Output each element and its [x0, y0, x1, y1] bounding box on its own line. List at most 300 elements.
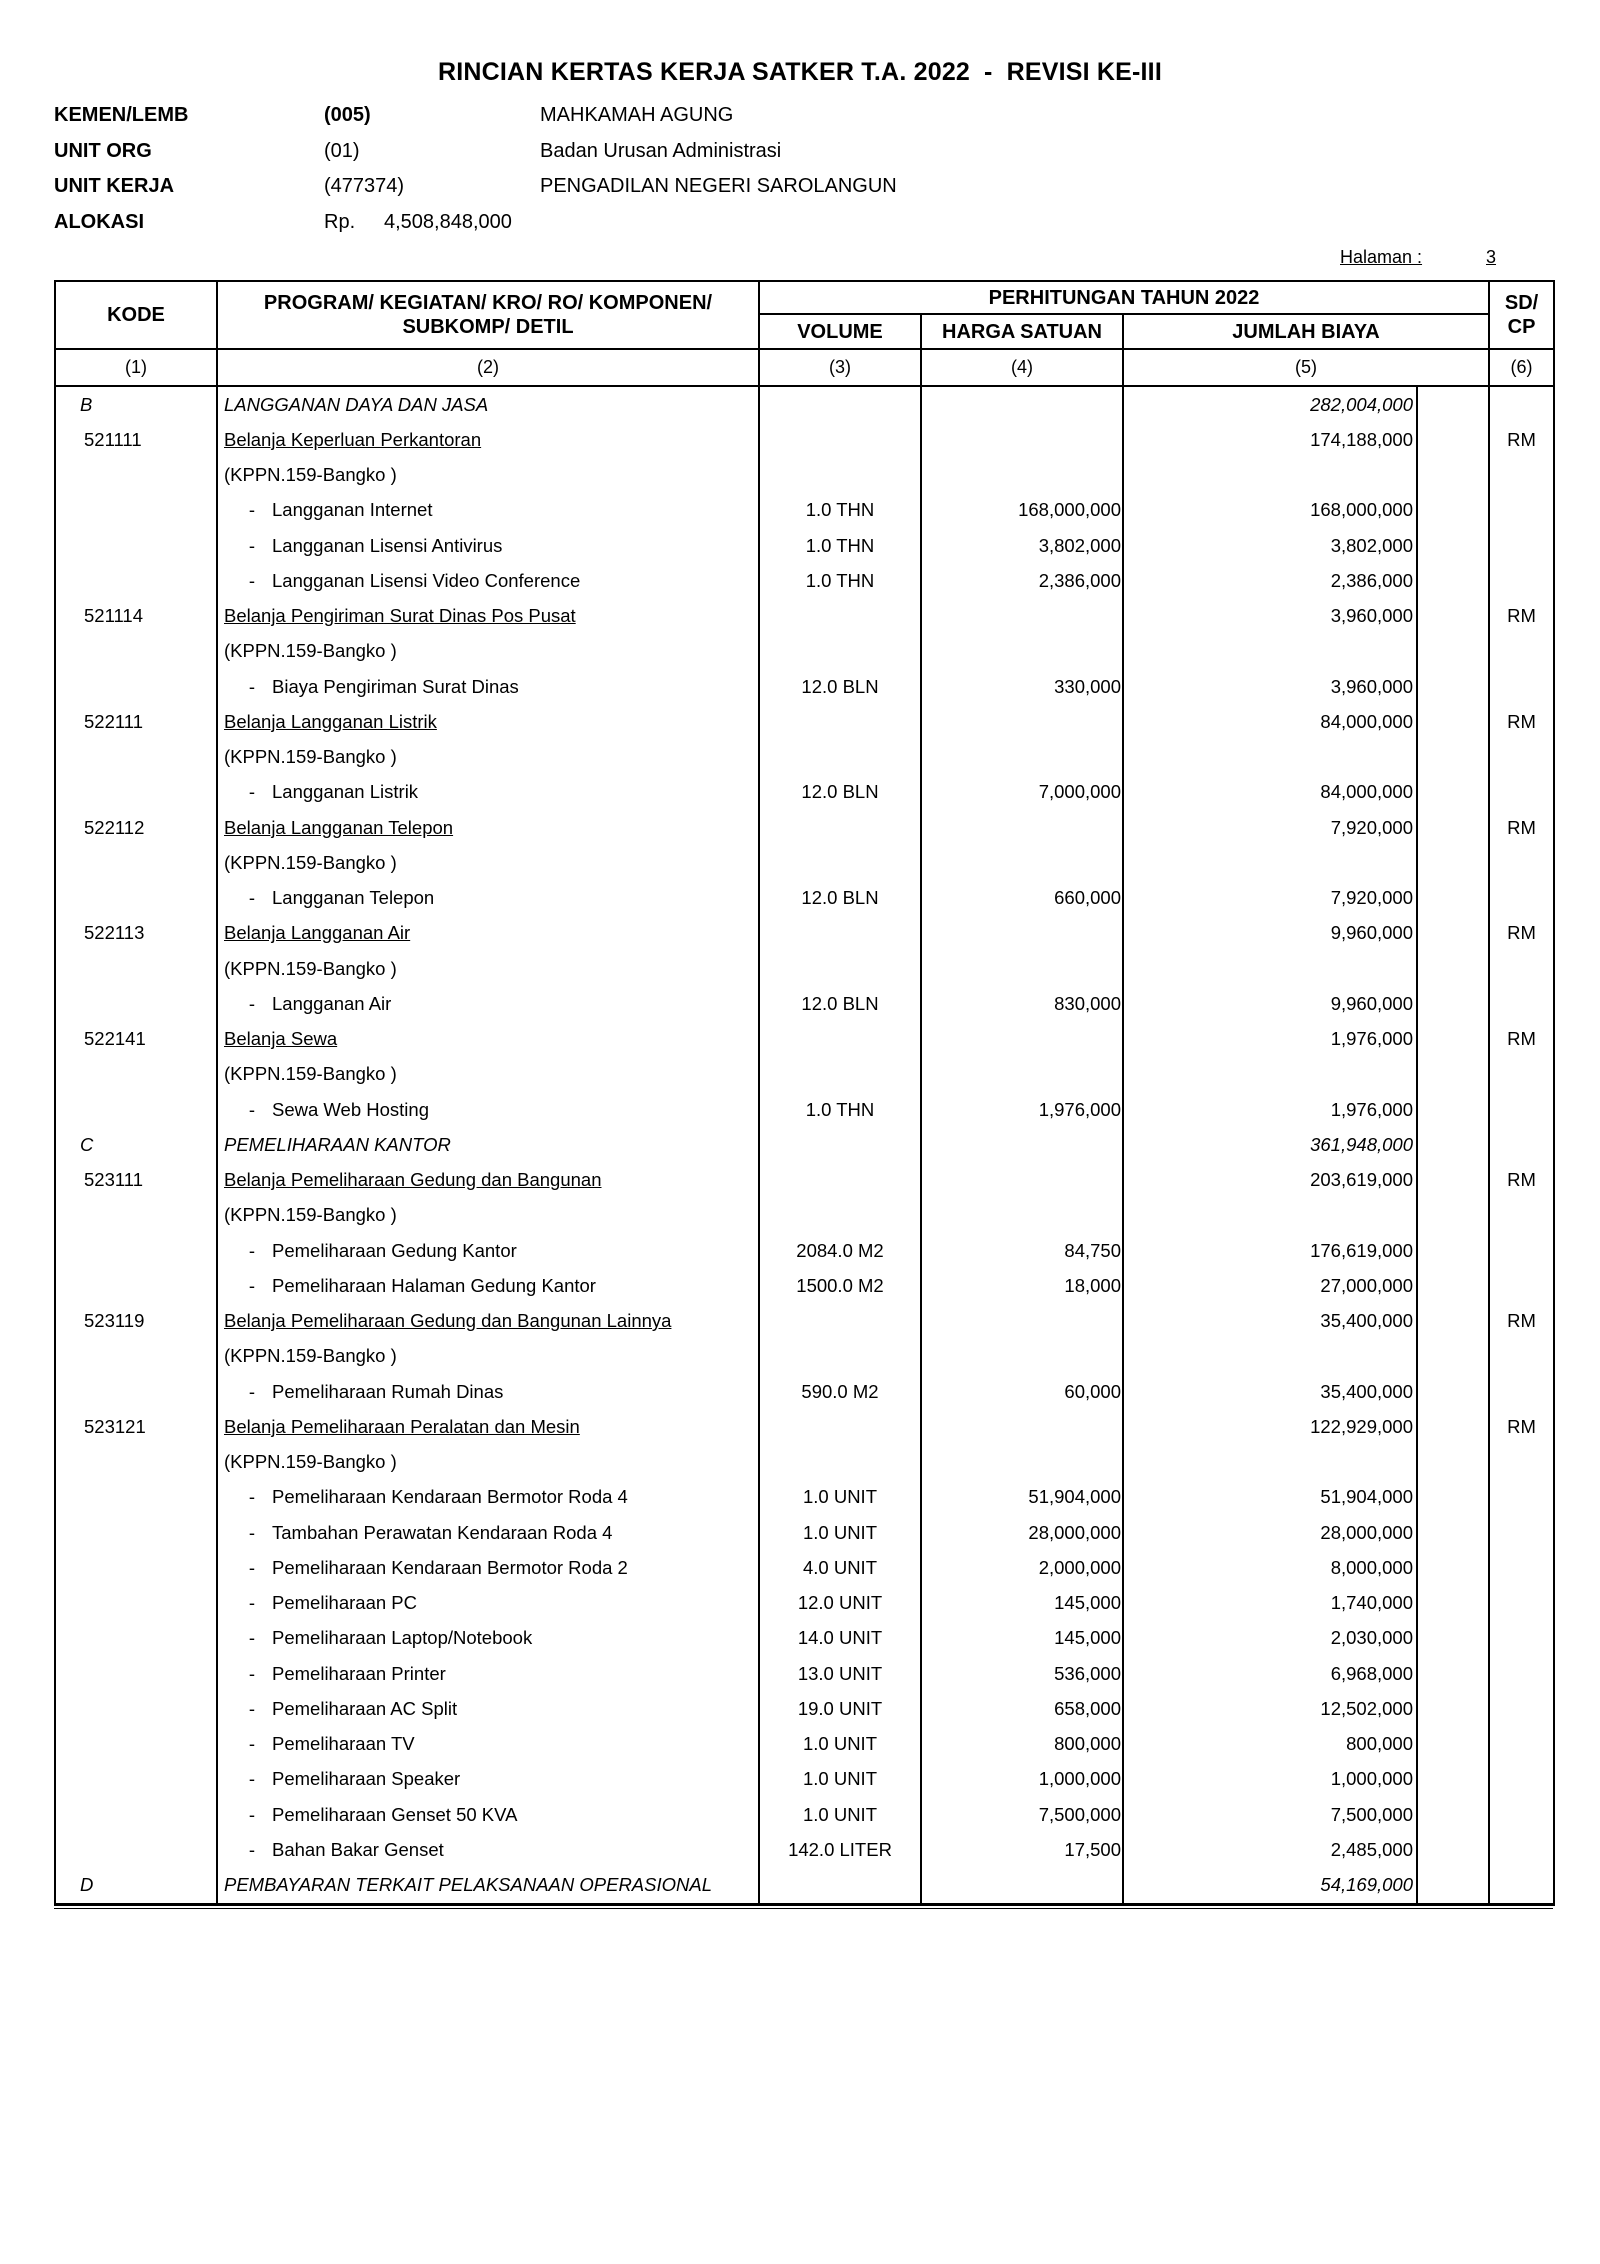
row-kode: 523119	[55, 1304, 217, 1339]
row-spacer	[1417, 1868, 1489, 1905]
row-program	[217, 422, 759, 457]
kppn-note-row	[55, 1445, 1554, 1480]
row-volume: 1.0 THN	[759, 1092, 921, 1127]
account-row	[55, 1304, 1554, 1339]
bullet-dash: -	[248, 1733, 256, 1755]
row-program	[217, 599, 759, 634]
row-volume: 19.0 UNIT	[759, 1691, 921, 1726]
section-heading-row	[55, 1127, 1554, 1162]
row-harga-satuan: 1,000,000	[921, 1762, 1123, 1797]
account-row	[55, 916, 1554, 951]
row-harga-satuan: 830,000	[921, 986, 1123, 1021]
row-sdcp	[1489, 1832, 1554, 1867]
row-program: (KPPN.159-Bangko )	[217, 1339, 759, 1374]
budget-table	[54, 280, 1555, 1906]
row-volume	[759, 916, 921, 951]
detail-row	[55, 1727, 1554, 1762]
row-harga-satuan	[921, 634, 1123, 669]
row-program	[217, 775, 759, 810]
row-kode: D	[55, 1868, 217, 1905]
row-volume: 1.0 THN	[759, 528, 921, 563]
row-kode: 522141	[55, 1022, 217, 1057]
row-harga-satuan: 28,000,000	[921, 1515, 1123, 1550]
row-jumlah-biaya: 27,000,000	[1123, 1268, 1417, 1303]
kppn-note-row	[55, 1057, 1554, 1092]
title-revision: REVISI KE-III	[1006, 58, 1162, 86]
detail-row	[55, 1233, 1554, 1268]
detail-row	[55, 1586, 1554, 1621]
detail-text: Pemeliharaan Kendaraan Bermotor Roda 2	[272, 1556, 628, 1578]
table-body	[55, 349, 1554, 1904]
row-volume: 1500.0 M2	[759, 1268, 921, 1303]
row-kode	[55, 1480, 217, 1515]
row-sdcp	[1489, 1868, 1554, 1905]
row-kode	[55, 1198, 217, 1233]
detail-row	[55, 1268, 1554, 1303]
row-sdcp	[1489, 951, 1554, 986]
row-spacer	[1417, 458, 1489, 493]
detail-text: Langganan Telepon	[272, 887, 435, 909]
row-volume: 1.0 UNIT	[759, 1515, 921, 1550]
row-sdcp	[1489, 1797, 1554, 1832]
row-volume: 12.0 BLN	[759, 669, 921, 704]
header-program: PROGRAM/ KEGIATAN/ KRO/ RO/ KOMPONEN/ SUBKOMP/ DETIL	[217, 281, 759, 349]
row-program	[217, 1550, 759, 1585]
row-jumlah-biaya: 84,000,000	[1123, 775, 1417, 810]
row-jumlah-biaya: 7,500,000	[1123, 1797, 1417, 1832]
bullet-dash: -	[248, 1486, 256, 1508]
row-harga-satuan: 17,500	[921, 1832, 1123, 1867]
row-kode: 521114	[55, 599, 217, 634]
page-label: Halaman :	[1340, 247, 1423, 267]
bullet-dash: -	[248, 499, 256, 521]
row-program: (KPPN.159-Bangko )	[217, 951, 759, 986]
kppn-note-row	[55, 634, 1554, 669]
row-volume: 12.0 BLN	[759, 881, 921, 916]
row-kode	[55, 1762, 217, 1797]
detail-row	[55, 528, 1554, 563]
bullet-dash: -	[248, 1592, 256, 1614]
row-sdcp: RM	[1489, 599, 1554, 634]
row-volume	[759, 1304, 921, 1339]
row-program: LANGGANAN DAYA DAN JASA	[217, 386, 759, 422]
row-spacer	[1417, 669, 1489, 704]
account-title: Belanja Pemeliharaan Peralatan dan Mesin	[224, 1415, 580, 1437]
row-kode	[55, 986, 217, 1021]
row-volume: 142.0 LITER	[759, 1832, 921, 1867]
row-program	[217, 1691, 759, 1726]
row-jumlah-biaya	[1123, 1198, 1417, 1233]
row-harga-satuan	[921, 1339, 1123, 1374]
row-harga-satuan: 84,750	[921, 1233, 1123, 1268]
row-jumlah-biaya	[1123, 1445, 1417, 1480]
row-harga-satuan	[921, 916, 1123, 951]
row-spacer	[1417, 1304, 1489, 1339]
row-sdcp	[1489, 775, 1554, 810]
detail-text: Langganan Air	[272, 992, 392, 1014]
row-volume: 1.0 UNIT	[759, 1797, 921, 1832]
row-spacer	[1417, 1374, 1489, 1409]
row-volume	[759, 704, 921, 739]
row-program	[217, 1233, 759, 1268]
row-spacer	[1417, 1797, 1489, 1832]
row-program	[217, 1480, 759, 1515]
row-harga-satuan	[921, 458, 1123, 493]
info-value: PENGADILAN NEGERI SAROLANGUN	[540, 175, 897, 197]
row-harga-satuan	[921, 845, 1123, 880]
row-jumlah-biaya: 6,968,000	[1123, 1656, 1417, 1691]
row-program	[217, 704, 759, 739]
row-program: PEMELIHARAAN KANTOR	[217, 1127, 759, 1162]
row-kode: 523121	[55, 1409, 217, 1444]
bullet-dash: -	[248, 781, 256, 803]
row-spacer	[1417, 1515, 1489, 1550]
row-kode	[55, 1092, 217, 1127]
detail-row	[55, 986, 1554, 1021]
info-value: Badan Urusan Administrasi	[540, 139, 782, 162]
account-row	[55, 1163, 1554, 1198]
row-sdcp: RM	[1489, 1304, 1554, 1339]
detail-row	[55, 881, 1554, 916]
row-volume: 1.0 UNIT	[759, 1762, 921, 1797]
row-spacer	[1417, 1762, 1489, 1797]
row-harga-satuan: 536,000	[921, 1656, 1123, 1691]
row-spacer	[1417, 986, 1489, 1021]
row-kode	[55, 458, 217, 493]
row-harga-satuan	[921, 1127, 1123, 1162]
row-sdcp	[1489, 845, 1554, 880]
row-program	[217, 1656, 759, 1691]
row-jumlah-biaya: 35,400,000	[1123, 1374, 1417, 1409]
row-volume	[759, 1445, 921, 1480]
row-jumlah-biaya: 3,960,000	[1123, 599, 1417, 634]
row-volume	[759, 1057, 921, 1092]
bullet-dash: -	[248, 1239, 256, 1261]
account-row	[55, 1409, 1554, 1444]
detail-text: Langganan Listrik	[272, 781, 419, 803]
bullet-dash: -	[248, 1662, 256, 1684]
row-volume	[759, 1022, 921, 1057]
account-row	[55, 1022, 1554, 1057]
column-number: (5)	[1123, 349, 1489, 386]
row-spacer	[1417, 386, 1489, 422]
row-sdcp: RM	[1489, 1163, 1554, 1198]
row-harga-satuan	[921, 704, 1123, 739]
bullet-dash: -	[248, 1627, 256, 1649]
row-sdcp	[1489, 1515, 1554, 1550]
page-number: 3	[1486, 247, 1497, 267]
row-volume	[759, 810, 921, 845]
row-program	[217, 986, 759, 1021]
row-harga-satuan	[921, 951, 1123, 986]
row-sdcp: RM	[1489, 810, 1554, 845]
detail-text: Pemeliharaan Kendaraan Bermotor Roda 4	[272, 1486, 628, 1508]
row-program: (KPPN.159-Bangko )	[217, 1057, 759, 1092]
row-sdcp: RM	[1489, 1022, 1554, 1057]
row-volume	[759, 1163, 921, 1198]
row-volume: 12.0 BLN	[759, 986, 921, 1021]
bullet-dash: -	[248, 1380, 256, 1402]
bullet-dash: -	[248, 1838, 256, 1860]
bullet-dash: -	[248, 569, 256, 591]
row-sdcp	[1489, 669, 1554, 704]
kppn-note-row	[55, 1198, 1554, 1233]
row-kode	[55, 1339, 217, 1374]
row-kode	[55, 493, 217, 528]
row-spacer	[1417, 1092, 1489, 1127]
kppn-note-row	[55, 1339, 1554, 1374]
detail-text: Langganan Lisensi Antivirus	[272, 534, 503, 556]
bullet-dash: -	[248, 887, 256, 909]
row-kode	[55, 1832, 217, 1867]
row-volume	[759, 458, 921, 493]
row-jumlah-biaya: 203,619,000	[1123, 1163, 1417, 1198]
detail-text: Pemeliharaan Printer	[272, 1662, 446, 1684]
row-kode	[55, 1727, 217, 1762]
account-title: Belanja Sewa	[224, 1028, 338, 1050]
row-spacer	[1417, 1198, 1489, 1233]
row-jumlah-biaya: 2,485,000	[1123, 1832, 1417, 1867]
row-kode: C	[55, 1127, 217, 1162]
row-spacer	[1417, 1233, 1489, 1268]
row-volume	[759, 1198, 921, 1233]
row-sdcp: RM	[1489, 704, 1554, 739]
row-spacer	[1417, 881, 1489, 916]
detail-row	[55, 1621, 1554, 1656]
section-heading-row	[55, 1868, 1554, 1905]
row-program	[217, 1304, 759, 1339]
row-harga-satuan	[921, 386, 1123, 422]
row-spacer	[1417, 493, 1489, 528]
row-sdcp	[1489, 458, 1554, 493]
header-volume: VOLUME	[759, 314, 921, 349]
detail-row	[55, 1480, 1554, 1515]
detail-row	[55, 493, 1554, 528]
row-harga-satuan: 145,000	[921, 1621, 1123, 1656]
info-code: Rp.	[324, 210, 356, 233]
row-program: (KPPN.159-Bangko )	[217, 845, 759, 880]
row-jumlah-biaya: 7,920,000	[1123, 881, 1417, 916]
row-jumlah-biaya: 54,169,000	[1123, 1868, 1417, 1905]
row-harga-satuan	[921, 810, 1123, 845]
account-title: Belanja Langganan Listrik	[224, 710, 437, 732]
row-sdcp	[1489, 1233, 1554, 1268]
row-program	[217, 1797, 759, 1832]
detail-text: Pemeliharaan Rumah Dinas	[272, 1380, 504, 1402]
row-program	[217, 916, 759, 951]
info-code: (477374)	[324, 175, 405, 197]
detail-text: Pemeliharaan Speaker	[272, 1768, 461, 1790]
row-spacer	[1417, 775, 1489, 810]
row-spacer	[1417, 1445, 1489, 1480]
row-sdcp: RM	[1489, 1409, 1554, 1444]
row-kode	[55, 1374, 217, 1409]
row-spacer	[1417, 845, 1489, 880]
row-harga-satuan: 145,000	[921, 1586, 1123, 1621]
detail-row	[55, 775, 1554, 810]
row-volume: 590.0 M2	[759, 1374, 921, 1409]
table-bottom-rule	[54, 1908, 1553, 1909]
row-kode	[55, 951, 217, 986]
row-jumlah-biaya: 174,188,000	[1123, 422, 1417, 457]
row-spacer	[1417, 1832, 1489, 1867]
row-kode	[55, 563, 217, 598]
row-volume	[759, 422, 921, 457]
row-sdcp	[1489, 1198, 1554, 1233]
detail-text: Pemeliharaan PC	[272, 1592, 417, 1614]
row-spacer	[1417, 1480, 1489, 1515]
row-sdcp	[1489, 634, 1554, 669]
row-kode	[55, 1691, 217, 1726]
row-harga-satuan	[921, 740, 1123, 775]
row-program	[217, 881, 759, 916]
bullet-dash: -	[248, 992, 256, 1014]
bullet-dash: -	[248, 1098, 256, 1120]
row-sdcp	[1489, 1268, 1554, 1303]
row-program: (KPPN.159-Bangko )	[217, 740, 759, 775]
column-number: (1)	[55, 349, 217, 386]
info-label: ALOKASI	[54, 210, 144, 233]
row-harga-satuan: 800,000	[921, 1727, 1123, 1762]
row-sdcp	[1489, 1057, 1554, 1092]
row-volume: 1.0 THN	[759, 493, 921, 528]
row-harga-satuan	[921, 1445, 1123, 1480]
row-spacer	[1417, 422, 1489, 457]
row-harga-satuan: 3,802,000	[921, 528, 1123, 563]
account-title: Belanja Keperluan Perkantoran	[224, 428, 482, 450]
row-jumlah-biaya: 12,502,000	[1123, 1691, 1417, 1726]
row-volume	[759, 634, 921, 669]
row-harga-satuan: 2,000,000	[921, 1550, 1123, 1585]
row-harga-satuan: 2,386,000	[921, 563, 1123, 598]
row-spacer	[1417, 916, 1489, 951]
row-sdcp: RM	[1489, 916, 1554, 951]
row-volume	[759, 599, 921, 634]
title-main: RINCIAN KERTAS KERJA SATKER T.A. 2022	[438, 58, 971, 86]
row-volume: 2084.0 M2	[759, 1233, 921, 1268]
row-spacer	[1417, 1163, 1489, 1198]
row-kode	[55, 1233, 217, 1268]
row-jumlah-biaya	[1123, 458, 1417, 493]
info-value: MAHKAMAH AGUNG	[540, 104, 734, 126]
header-kode: KODE	[55, 281, 217, 349]
row-jumlah-biaya: 1,000,000	[1123, 1762, 1417, 1797]
row-jumlah-biaya: 2,030,000	[1123, 1621, 1417, 1656]
detail-row	[55, 1550, 1554, 1585]
row-jumlah-biaya: 84,000,000	[1123, 704, 1417, 739]
row-sdcp	[1489, 1374, 1554, 1409]
row-kode	[55, 881, 217, 916]
row-kode	[55, 1268, 217, 1303]
section-heading-row	[55, 386, 1554, 422]
column-number: (4)	[921, 349, 1123, 386]
row-volume	[759, 1127, 921, 1162]
detail-text: Pemeliharaan Laptop/Notebook	[272, 1627, 533, 1649]
account-row	[55, 704, 1554, 739]
row-kode: 523111	[55, 1163, 217, 1198]
row-volume: 1.0 THN	[759, 563, 921, 598]
row-program	[217, 563, 759, 598]
row-spacer	[1417, 563, 1489, 598]
row-volume	[759, 845, 921, 880]
row-volume	[759, 1868, 921, 1905]
row-spacer	[1417, 1268, 1489, 1303]
row-jumlah-biaya: 2,386,000	[1123, 563, 1417, 598]
row-jumlah-biaya: 7,920,000	[1123, 810, 1417, 845]
title-separator: -	[984, 58, 993, 86]
row-volume	[759, 1339, 921, 1374]
row-spacer	[1417, 1550, 1489, 1585]
row-harga-satuan: 658,000	[921, 1691, 1123, 1726]
row-sdcp	[1489, 528, 1554, 563]
row-jumlah-biaya	[1123, 951, 1417, 986]
info-label: UNIT ORG	[54, 139, 152, 162]
row-volume: 12.0 BLN	[759, 775, 921, 810]
row-program	[217, 1022, 759, 1057]
row-harga-satuan: 168,000,000	[921, 493, 1123, 528]
row-harga-satuan: 60,000	[921, 1374, 1123, 1409]
row-volume: 4.0 UNIT	[759, 1550, 921, 1585]
bullet-dash: -	[248, 675, 256, 697]
row-program	[217, 528, 759, 563]
bullet-dash: -	[248, 1803, 256, 1825]
row-harga-satuan: 660,000	[921, 881, 1123, 916]
row-jumlah-biaya: 9,960,000	[1123, 986, 1417, 1021]
row-volume	[759, 1409, 921, 1444]
bullet-dash: -	[248, 1521, 256, 1543]
info-label: UNIT KERJA	[54, 175, 175, 197]
row-kode	[55, 669, 217, 704]
row-volume	[759, 740, 921, 775]
row-harga-satuan	[921, 1198, 1123, 1233]
detail-text: Biaya Pengiriman Surat Dinas	[272, 675, 519, 697]
row-program	[217, 1832, 759, 1867]
detail-row	[55, 669, 1554, 704]
account-row	[55, 422, 1554, 457]
kppn-note-row	[55, 951, 1554, 986]
row-harga-satuan	[921, 1022, 1123, 1057]
info-code: (01)	[324, 139, 360, 162]
account-title: Belanja Pengiriman Surat Dinas Pos Pusat	[224, 605, 576, 627]
row-program	[217, 669, 759, 704]
account-title: Belanja Pemeliharaan Gedung dan Bangunan Lainnya	[224, 1310, 672, 1332]
row-harga-satuan	[921, 1057, 1123, 1092]
row-jumlah-biaya: 1,976,000	[1123, 1092, 1417, 1127]
row-program: (KPPN.159-Bangko )	[217, 634, 759, 669]
detail-row	[55, 1832, 1554, 1867]
row-program: (KPPN.159-Bangko )	[217, 458, 759, 493]
row-kode	[55, 634, 217, 669]
info-value: 4,508,848,000	[384, 210, 512, 233]
column-number-row	[55, 349, 1554, 386]
row-sdcp	[1489, 1480, 1554, 1515]
detail-row	[55, 1762, 1554, 1797]
row-jumlah-biaya: 168,000,000	[1123, 493, 1417, 528]
row-harga-satuan: 51,904,000	[921, 1480, 1123, 1515]
row-sdcp	[1489, 986, 1554, 1021]
row-volume: 1.0 UNIT	[759, 1480, 921, 1515]
account-title: Belanja Langganan Telepon	[224, 816, 454, 838]
row-jumlah-biaya: 176,619,000	[1123, 1233, 1417, 1268]
row-sdcp	[1489, 493, 1554, 528]
row-program	[217, 1409, 759, 1444]
detail-text: Sewa Web Hosting	[272, 1098, 429, 1120]
row-program	[217, 1163, 759, 1198]
row-program: (KPPN.159-Bangko )	[217, 1198, 759, 1233]
row-spacer	[1417, 599, 1489, 634]
row-program	[217, 493, 759, 528]
row-sdcp	[1489, 740, 1554, 775]
